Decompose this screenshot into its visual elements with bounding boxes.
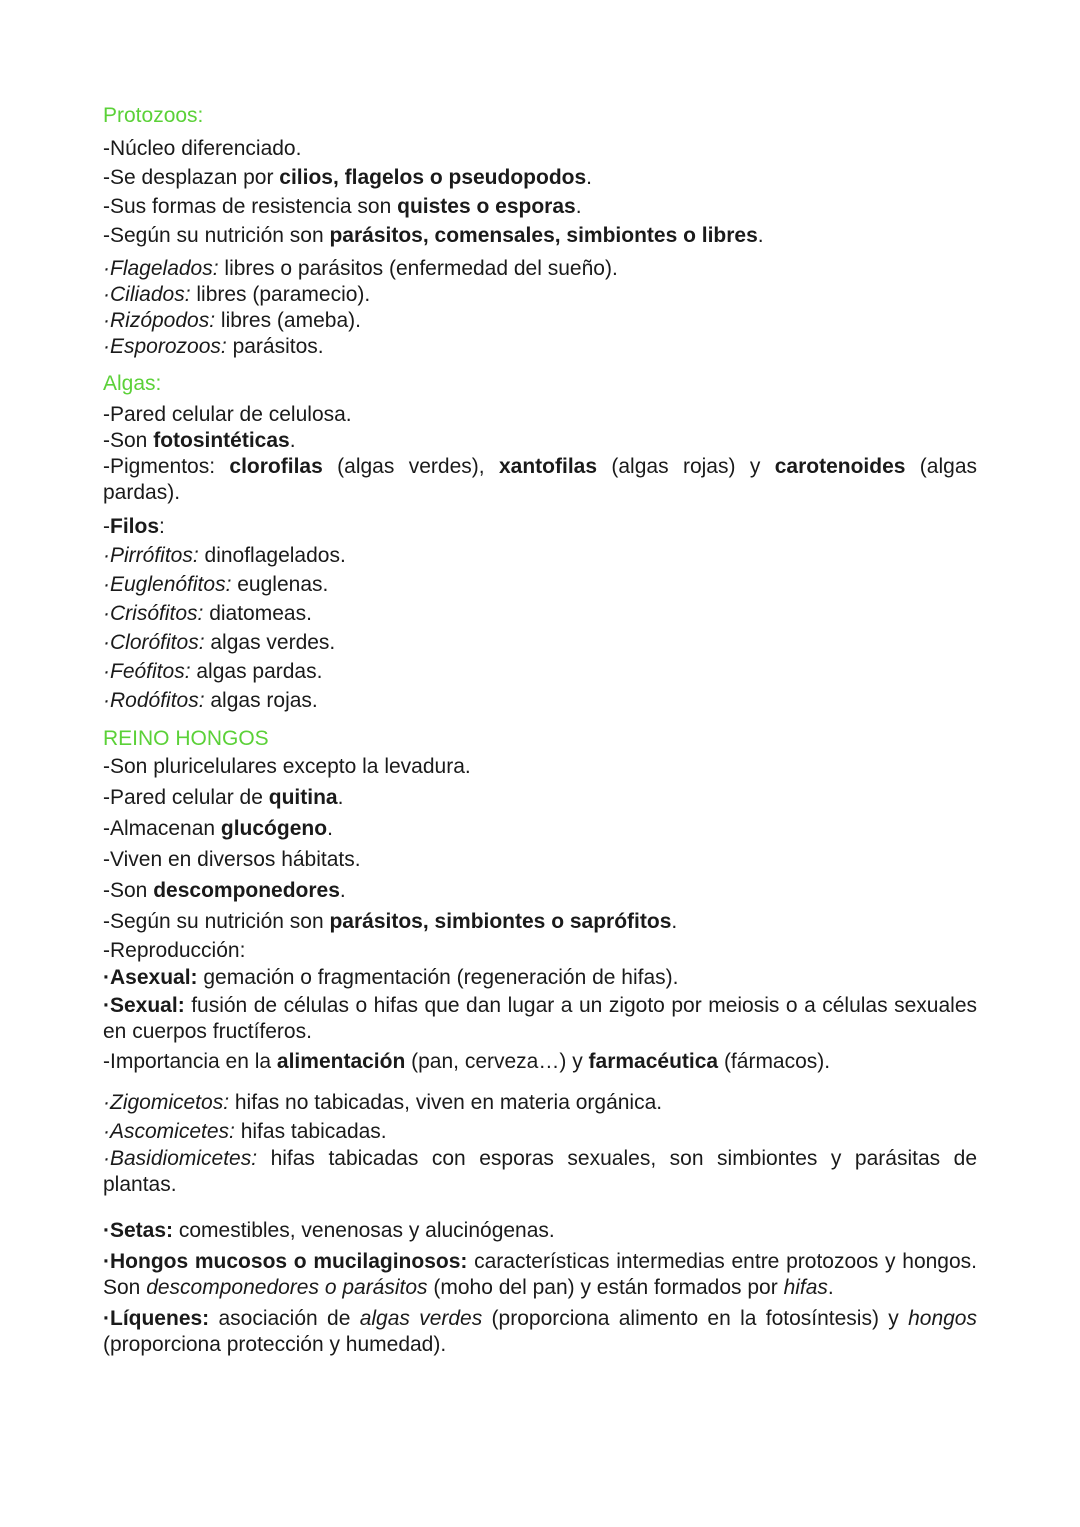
list-item: ·Crisófitos: diatomeas. [103,602,312,625]
protozoos-heading: Protozoos: [103,104,204,127]
hongos-reproduccion: -Reproducción: [103,939,246,962]
list-item: ·Feófitos: algas pardas. [103,660,323,683]
hongos-line-5: -Son descomponedores. [103,879,346,902]
protozoos-line-3: -Sus formas de resistencia son quistes o esporas. [103,195,582,218]
hongos-line-4: -Viven en diversos hábitats. [103,848,361,871]
hongos-asexual: ·Asexual: gemación o fragmentación (regeneración de hifas). [103,966,679,989]
protozoos-line-4: -Según su nutrición son parásitos, comensales, simbiontes o libres. [103,224,764,247]
list-item: ·Esporozoos: parásitos. [103,335,324,358]
list-item: ·Hongos mucosos o mucilaginosos: características intermedias entre protozoos y hongos. Son descomponedores o parásitos (moho del pan) y están formados por hifas. [103,1250,978,1299]
hongos-sexual: ·Sexual: fusión de células o hifas que dan lugar a un zigoto por meiosis o a células sexuales en cuerpos fructíferos. [103,994,977,1043]
algas-heading: Algas: [103,372,162,395]
algas-filos: -Filos: [103,515,165,538]
protozoos-types [103,256,977,360]
hongos-line-2: -Pared celular de quitina. [103,786,344,809]
list-item: ·Setas: comestibles, venenosas y alucinógenas. [103,1219,555,1242]
hongos-otros [103,1216,977,1358]
protozoos-line-2: -Se desplazan por cilios, flagelos o pseudopodos. [103,166,592,189]
algas-pigmentos: -Pigmentos: clorofilas (algas verdes), xantofilas (algas rojas) y carotenoides (algas pardas). [103,455,978,504]
list-item: ·Rizópodos: libres (ameba). [103,309,361,332]
list-item: ·Rodófitos: algas rojas. [103,689,318,712]
hongos-importancia: -Importancia en la alimentación (pan, cerveza…) y farmacéutica (fármacos). [103,1050,831,1073]
protozoos-line-1: -Núcleo diferenciado. [103,137,302,160]
list-item: ·Zigomicetos: hifas no tabicadas, viven en materia orgánica. [103,1091,663,1114]
list-item: ·Basidiomicetes: hifas tabicadas con esporas sexuales, son simbiontes y parásitas de plantas. [103,1147,977,1196]
section-algas [103,370,977,715]
list-item: ·Ciliados: libres (paramecio). [103,283,371,306]
list-item: ·Flagelados: libres o parásitos (enfermedad del sueño). [103,257,618,280]
hongos-heading: REINO HONGOS [103,727,269,750]
algas-line-2: -Son fotosintéticas. [103,429,296,452]
section-protozoos [103,102,977,360]
list-item: ·Líquenes: asociación de algas verdes (proporciona alimento en la fotosíntesis) y hongos (proporciona protección y humedad). [103,1307,977,1356]
algas-line-1: -Pared celular de celulosa. [103,403,352,426]
list-item: ·Clorófitos: algas verdes. [103,631,336,654]
list-item: ·Euglenófitos: euglenas. [103,573,329,596]
hongos-line-1: -Son pluricelulares excepto la levadura. [103,755,471,778]
list-item: ·Pirrófitos: dinoflagelados. [103,544,346,567]
list-item: ·Ascomicetes: hifas tabicadas. [103,1120,387,1143]
hongos-line-6: -Según su nutrición son parásitos, simbiontes o saprófitos. [103,910,678,933]
hongos-line-3: -Almacenan glucógeno. [103,817,333,840]
section-reino-hongos [103,725,977,1358]
hongos-clases [103,1088,977,1198]
